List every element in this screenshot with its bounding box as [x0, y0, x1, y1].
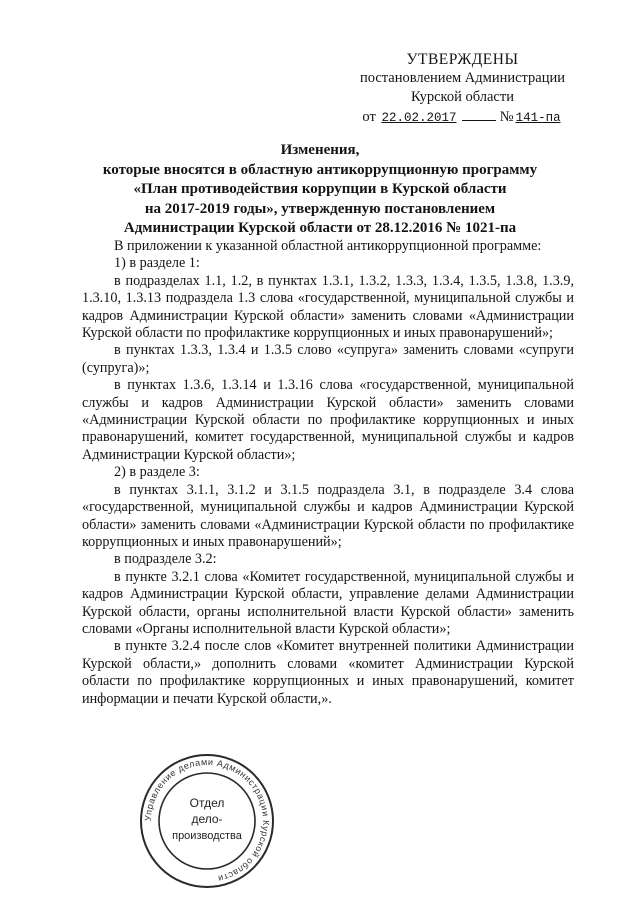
- approval-date-line: [345, 108, 580, 128]
- paragraph: в пунктах 3.1.1, 3.1.2 и 3.1.5 подраздела 3.1, в подразделе 3.4 слова «государственной, муниципальной службы и кадров Администрации Курской области» заменить словами «Администрации Курской области по профилактике коррупционных и иных правонарушений»;: [82, 481, 574, 550]
- title-line: на 2017-2019 годы», утвержденную постановлением: [144, 200, 496, 217]
- paragraph: в пункте 3.2.4 после слов «Комитет внутренней политики Администрации Курской области,» дополнить словами «комитет Администрации Курской области по профилактике коррупционных и иных правонарушений, комитет информации и печати Курской области,».: [82, 638, 574, 707]
- document-body: [82, 238, 574, 708]
- paragraph: в пункте 3.2.1 слова «Комитет государственной, муниципальной службы и кадров Администрации Курской области, управление делами Администрации Курской области, органы исполнительной власти Курской области» заменить словами «Органы исполнительной власти Курской области»;: [82, 568, 574, 637]
- paragraph: В приложении к указанной областной антикоррупционной программе:: [114, 238, 542, 254]
- document-title: [60, 141, 580, 239]
- title-line: «План противодействия коррупции в Курской области: [133, 181, 507, 197]
- stamp-line-3: производства: [172, 830, 242, 842]
- stamp-ring-text: Управление делами Администрации Курской области: [142, 756, 272, 884]
- paragraph: в пунктах 1.3.6, 1.3.14 и 1.3.16 слова «государственной, муниципальной службы и кадров Администрации Курской области» заменить словами «Администрации Курской области по профилактике коррупционных и иных правонарушений, комитет государственной, муниципальной службы и кадров Администрации Курской области»;: [82, 377, 574, 463]
- stamp-line-2: дело-: [191, 812, 223, 826]
- paragraph: в пунктах 1.3.3, 1.3.4 и 1.3.5 слово «супруга» заменить словами «супруги (супруга)»;: [82, 342, 574, 376]
- approval-line-2: Курской области: [411, 89, 514, 105]
- paragraph: в подразделе 3.2:: [114, 551, 217, 568]
- paragraph: в подразделах 1.1, 1.2, в пунктах 1.3.1, 1.3.2, 1.3.3, 1.3.4, 1.3.5, 1.3.8, 1.3.9, 1.3.10, 1.3.13 подраздела 1.3 слова «государственной, муниципальной службы и кадров Администрации Курской области» заменить словами «Администрации Курской области по профилактике коррупционных и иных правонарушений»;: [82, 272, 574, 342]
- number-prefix: №: [499, 109, 514, 125]
- stamp-seal: [138, 752, 276, 890]
- title-line: Изменения,: [280, 142, 360, 158]
- title-line: которые вносятся в областную антикоррупционную программу: [102, 161, 538, 178]
- approval-heading: УТВЕРЖДЕНЫ: [406, 51, 519, 68]
- approval-line-1: постановлением Администрации: [359, 70, 566, 86]
- stamp-line-1: Отдел: [189, 796, 225, 810]
- paragraph: 1) в разделе 1:: [114, 255, 200, 272]
- title-line: Администрации Курской области от 28.12.2016 № 1021-па: [123, 220, 517, 236]
- paragraph: 2) в разделе 3:: [114, 464, 200, 481]
- date-prefix: от: [362, 109, 376, 125]
- approval-number: 141-па: [515, 111, 561, 125]
- approval-block: [345, 50, 580, 128]
- approval-date: 22.02.2017: [381, 111, 457, 125]
